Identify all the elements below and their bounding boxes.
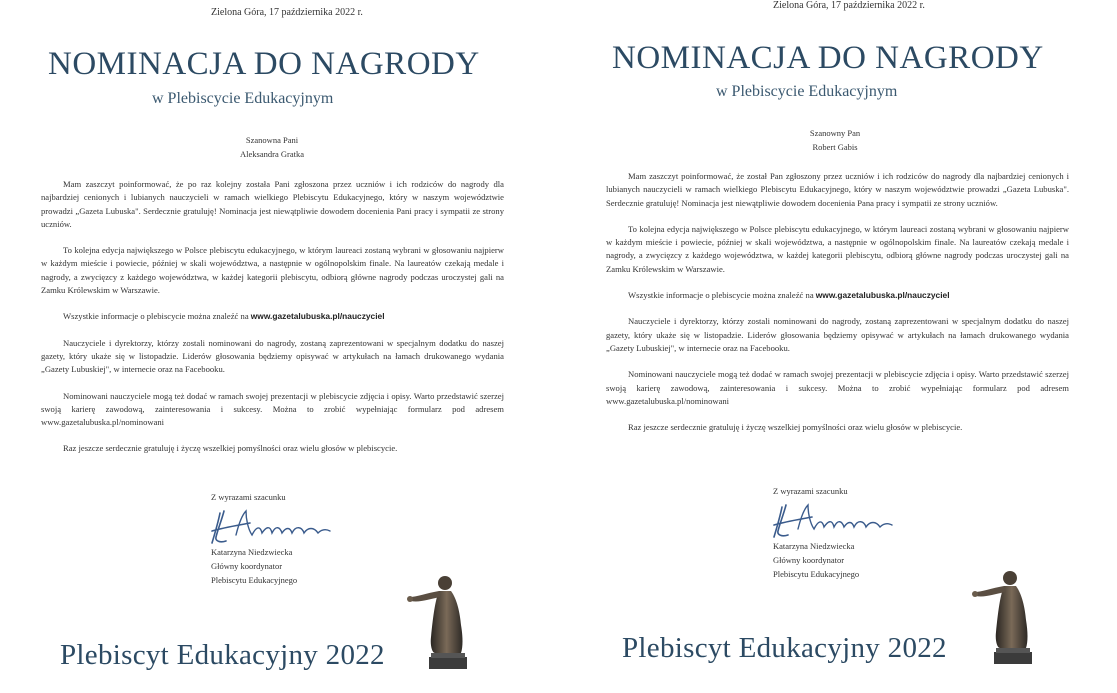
signer-name: Katarzyna Niedzwiecka: [773, 541, 855, 551]
closing-phrase: Z wyrazami szacunku: [211, 492, 286, 502]
recipient-name: Aleksandra Gratka: [240, 149, 304, 159]
paragraph: Nauczyciele i dyrektorzy, którzy zostali nominowani do nagrody, zostaną zaprezentowani w specjalnym dodatku do naszej gazety, który ukaże się w listopadzie. Liderów głosowania będziemy opisywać w artykułach na łamach drukowanego wydania „Gazety Lubuskiej", w internecie oraz na Facebooku.: [41, 337, 504, 375]
signer-org: Plebiscytu Edukacyjnego: [211, 575, 298, 585]
closing-phrase: Z wyrazami szacunku: [773, 486, 848, 496]
signer-role: Główny koordynator: [773, 555, 845, 565]
paragraph: Nominowani nauczyciele mogą też dodać w ramach swojej prezentacji w plebiscycie zdjęcia i opisy. Warto przedstawić szerzej swoją karierę zawodową, zainteresowania i sukcesy. Można to zrobić wypełniając formularz pod adresem www.gazetalubuska.pl/nominowani: [606, 369, 1069, 406]
page-divider: [553, 0, 560, 693]
footer-title: Plebiscyt Edukacyjny 2022: [60, 639, 385, 671]
signature-image: [206, 505, 336, 549]
letter-date: Zielona Góra, 17 października 2022 r.: [773, 0, 925, 11]
letter-left: [0, 0, 553, 693]
paragraph: To kolejna edycja największego w Polsce plebiscytu edukacyjnego, w którym laureaci zostaną wybrani w głosowaniu najpierw w każdym mieście i powiecie, później w skali województwa, a następnie w ogólnopolskim finale. Na laureatów czekają medale i nagrody, a zwycięzcy z każdego województwa, w każdej kategorii plebiscytu, odbiorą główne nagrody podczas uroczystej gali na Zamku Królewskim w Warszawie.: [41, 245, 504, 296]
footer-title: Plebiscyt Edukacyjny 2022: [622, 632, 947, 664]
letter-title: NOMINACJA DO NAGRODY: [612, 40, 1044, 76]
info-url-link[interactable]: www.gazetalubuska.pl/nauczyciel: [250, 311, 385, 322]
signer-org: Plebiscytu Edukacyjnego: [773, 569, 860, 579]
info-text: Wszystkie informacje o plebiscycie można znaleźć na: [628, 290, 814, 301]
letter-right: [560, 0, 1117, 693]
letter-subtitle: w Plebiscycie Edukacyjnym: [152, 90, 334, 107]
salutation-block: [723, 126, 947, 154]
info-text: Wszystkie informacje o plebiscycie można znaleźć na: [63, 311, 249, 322]
salutation: Szanowny Pan: [809, 128, 861, 138]
letter-body: [41, 178, 504, 469]
paragraph: Raz jeszcze serdecznie gratuluję i życzę wszelkiej pomyślności oraz wielu głosów w plebiscycie.: [63, 443, 398, 454]
statuette-icon: [405, 567, 471, 671]
paragraph: Raz jeszcze serdecznie gratuluję i życzę wszelkiej pomyślności oraz wielu głosów w plebiscycie.: [628, 422, 963, 433]
recipient-name: Robert Gabis: [812, 142, 858, 152]
paragraph: Nauczyciele i dyrektorzy, którzy zostali nominowani do nagrody, zostaną zaprezentowani w specjalnym dodatku do naszej gazety, który ukaże się w listopadzie. Liderów głosowania będziemy opisywać w artykułach na łamach drukowanego wydania „Gazety Lubuskiej", w internecie oraz na Facebooku.: [606, 316, 1069, 353]
signer-block: [773, 539, 859, 581]
paragraph: To kolejna edycja największego w Polsce plebiscytu edukacyjnego, w którym laureaci zostaną wybrani w głosowaniu najpierw w każdym mieście i powiecie, później w skali województwa, a następnie w ogólnopolskim finale. Na laureatów czekają medale i nagrody, a zwycięzcy z każdego województwa, w każdej kategorii plebiscytu, odbiorą główne nagrody podczas uroczystej gali na Zamku Królewskim w Warszawie.: [606, 223, 1069, 274]
salutation-block: [160, 133, 384, 161]
statuette-icon: [970, 562, 1036, 666]
signer-block: [211, 545, 297, 587]
paragraph: Mam zaszczyt poinformować, że po raz kolejny została Pani zgłoszona przez uczniów i ich rodziców do nagrody dla najbardziej cenionych i lubianych nauczycieli w ramach wielkiego Plebiscytu Edukacyjnego, który w naszym województwie prowadzi „Gazeta Lubuska". Serdecznie gratuluję! Nominacja jest niewątpliwie dowodem docenienia Pani pracy i sympatii ze strony uczniów.: [41, 179, 504, 229]
info-paragraph: [41, 310, 504, 323]
letter-body: [606, 170, 1069, 447]
info-url-link[interactable]: www.gazetalubuska.pl/nauczyciel: [815, 290, 950, 301]
paragraph: Mam zaszczyt poinformować, że został Pan zgłoszony przez uczniów i ich rodziców do nagrody dla najbardziej cenionych i lubianych nauczycieli w ramach wielkiego Plebiscytu Edukacyjnego, który w naszym województwie prowadzi „Gazeta Lubuska". Serdecznie gratuluję! Nominacja jest niewątpliwie dowodem docenienia Pana pracy i sympatii ze strony uczniów.: [606, 171, 1069, 208]
letter-date: Zielona Góra, 17 października 2022 r.: [211, 7, 363, 18]
info-paragraph: [606, 289, 1069, 302]
signature-image: [768, 499, 898, 543]
signer-name: Katarzyna Niedzwiecka: [211, 547, 293, 557]
salutation: Szanowna Pani: [245, 135, 299, 145]
letter-title: NOMINACJA DO NAGRODY: [48, 46, 480, 82]
paragraph: Nominowani nauczyciele mogą też dodać w ramach swojej prezentacji w plebiscycie zdjęcia i opisy. Warto przedstawić szerzej swoją karierę zawodową, zainteresowania i sukcesy. Można to zrobić wypełniając formularz pod adresem www.gazetalubuska.pl/nominowani: [41, 390, 504, 428]
signer-role: Główny koordynator: [211, 561, 283, 571]
letter-subtitle: w Plebiscycie Edukacyjnym: [716, 83, 898, 100]
